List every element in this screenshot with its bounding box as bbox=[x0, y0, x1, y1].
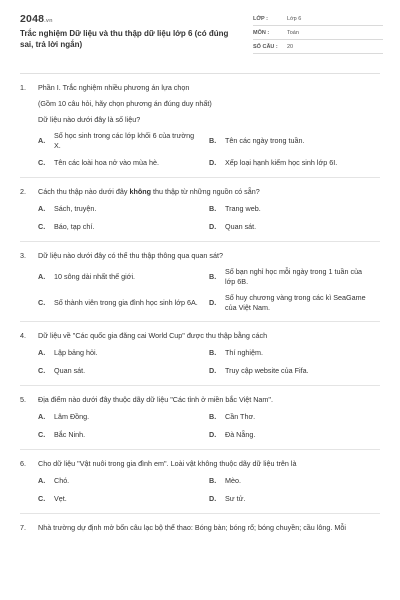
option-letter: D. bbox=[209, 298, 217, 307]
option-b[interactable] bbox=[209, 203, 380, 215]
question-number: 4. bbox=[20, 331, 26, 340]
document-title: Trắc nghiệm Dữ liệu và thu thập dữ liệu lớp 6 (có đúng sai, trả lời ngắn) bbox=[20, 29, 229, 49]
option-text: Số thành viên trong gia đình học sinh lớp 6A. bbox=[54, 298, 198, 307]
options bbox=[38, 475, 380, 505]
option-text: Cần Thơ. bbox=[225, 412, 256, 421]
option-letter: B. bbox=[209, 272, 217, 281]
option-d[interactable] bbox=[209, 493, 380, 505]
header-divider bbox=[20, 73, 380, 74]
option-letter: D. bbox=[209, 158, 217, 167]
question-number: 3. bbox=[20, 251, 26, 260]
option-text: Số huy chương vàng trong các kì SeaGame của Việt Nam. bbox=[225, 293, 366, 312]
option-letter: D. bbox=[209, 222, 217, 231]
option-letter: A. bbox=[38, 204, 46, 213]
option-a[interactable] bbox=[38, 203, 209, 215]
question-text bbox=[38, 187, 380, 197]
question-text: Dữ liệu nào dưới đây có thể thu thập thông qua quan sát? bbox=[38, 251, 223, 260]
option-letter: C. bbox=[38, 298, 46, 307]
question-number: 1. bbox=[20, 83, 26, 92]
option-a[interactable] bbox=[38, 347, 209, 359]
question-prompt: Dữ liệu nào dưới đây là số liệu? bbox=[38, 115, 141, 124]
question-text: Địa điểm nào dưới đây thuộc dãy dữ liệu "Các tỉnh ở miền bắc Việt Nam". bbox=[38, 395, 273, 404]
option-c[interactable] bbox=[38, 293, 209, 313]
option-text: Bắc Ninh. bbox=[54, 430, 86, 439]
options bbox=[38, 411, 380, 441]
meta-value: Lớp 6 bbox=[287, 16, 302, 22]
option-text: Số bạn nghỉ học mỗi ngày trong 1 tuần của lớp 6B. bbox=[225, 267, 363, 286]
option-text: Sách, truyện. bbox=[54, 204, 97, 213]
option-c[interactable] bbox=[38, 157, 209, 169]
option-text: Báo, tạp chí. bbox=[54, 222, 95, 231]
option-text: Truy cập website của Fifa. bbox=[225, 366, 309, 375]
option-letter: D. bbox=[209, 366, 217, 375]
option-letter: C. bbox=[38, 366, 46, 375]
question-7 bbox=[20, 523, 380, 541]
option-d[interactable] bbox=[209, 157, 380, 169]
question-number: 6. bbox=[20, 459, 26, 468]
option-text: Quan sát. bbox=[54, 366, 86, 375]
option-text: Tên các ngày trong tuần. bbox=[225, 136, 305, 145]
question-keyword: không bbox=[129, 187, 152, 196]
question-number: 7. bbox=[20, 523, 26, 532]
logo-suffix: .vn bbox=[44, 18, 53, 24]
option-letter: B. bbox=[209, 412, 217, 421]
option-text: Số học sinh trong các lớp khối 6 của trường X. bbox=[54, 131, 195, 150]
option-a[interactable] bbox=[38, 267, 209, 287]
meta-row-subject bbox=[253, 27, 383, 40]
option-letter: C. bbox=[38, 494, 46, 503]
option-c[interactable] bbox=[38, 429, 209, 441]
option-text: Tên các loài hoa nở vào mùa hè. bbox=[54, 158, 160, 167]
option-a[interactable] bbox=[38, 475, 209, 487]
question-text-after: thu thập từ những nguồn có sẵn? bbox=[151, 187, 260, 196]
option-letter: B. bbox=[209, 204, 217, 213]
option-d[interactable] bbox=[209, 429, 380, 441]
option-letter: A. bbox=[38, 136, 46, 145]
option-letter: C. bbox=[38, 158, 46, 167]
question-text-before: Cách thu thập nào dưới đây bbox=[38, 187, 130, 196]
site-logo[interactable] bbox=[20, 13, 53, 25]
option-letter: A. bbox=[38, 348, 46, 357]
option-text: Chó. bbox=[54, 476, 70, 485]
question-number: 2. bbox=[20, 187, 26, 196]
option-c[interactable] bbox=[38, 493, 209, 505]
logo-text: 2048 bbox=[20, 13, 45, 25]
option-a[interactable] bbox=[38, 411, 209, 423]
option-letter: C. bbox=[38, 430, 46, 439]
option-d[interactable] bbox=[209, 365, 380, 377]
option-text: Quan sát. bbox=[225, 222, 257, 231]
question-2 bbox=[20, 187, 380, 242]
option-b[interactable] bbox=[209, 411, 380, 423]
option-d[interactable] bbox=[209, 293, 380, 313]
meta-key: SỐ CÂU : bbox=[253, 44, 278, 50]
option-c[interactable] bbox=[38, 221, 209, 233]
option-text: Lập bảng hỏi. bbox=[54, 348, 98, 357]
options bbox=[38, 267, 380, 313]
question-text: Dữ liệu về "Các quốc gia đăng cai World Cup" được thu thập bằng cách bbox=[38, 331, 268, 340]
meta-value: Toán bbox=[287, 30, 299, 36]
option-text: Thí nghiệm. bbox=[225, 348, 263, 357]
option-letter: C. bbox=[38, 222, 46, 231]
question-4 bbox=[20, 331, 380, 386]
options bbox=[38, 347, 380, 377]
option-letter: B. bbox=[209, 476, 217, 485]
question-number: 5. bbox=[20, 395, 26, 404]
options bbox=[38, 131, 380, 169]
option-a[interactable] bbox=[38, 131, 209, 151]
question-5 bbox=[20, 395, 380, 450]
option-c[interactable] bbox=[38, 365, 209, 377]
option-letter: D. bbox=[209, 430, 217, 439]
question-1 bbox=[20, 83, 380, 178]
option-text: Sư tử. bbox=[225, 494, 246, 503]
option-d[interactable] bbox=[209, 221, 380, 233]
option-letter: A. bbox=[38, 272, 46, 281]
option-text: Vẹt. bbox=[54, 494, 67, 503]
options bbox=[38, 203, 380, 233]
question-text: Nhà trường dự định mở bốn câu lạc bộ thể thao: Bóng bàn; bóng rổ; bóng chuyền; cầu lông. Mỗi bbox=[38, 523, 346, 532]
question-text: Cho dữ liệu "Vật nuôi trong gia đình em". Loài vật không thuộc dãy dữ liệu trên là bbox=[38, 459, 297, 468]
meta-row-count bbox=[253, 41, 383, 54]
option-b[interactable] bbox=[209, 347, 380, 359]
question-note: (Gồm 10 câu hỏi, hãy chọn phương án đúng duy nhất) bbox=[38, 99, 212, 108]
option-b[interactable] bbox=[209, 267, 380, 287]
meta-key: MÔN : bbox=[253, 30, 270, 36]
option-text: Mèo. bbox=[225, 476, 241, 485]
option-text: Đà Nẵng. bbox=[225, 430, 256, 439]
option-letter: B. bbox=[209, 136, 217, 145]
question-6 bbox=[20, 459, 380, 514]
option-letter: A. bbox=[38, 476, 46, 485]
option-text: 10 sông dài nhất thế giới. bbox=[54, 272, 136, 281]
question-list bbox=[20, 83, 380, 550]
option-letter: D. bbox=[209, 494, 217, 503]
option-letter: B. bbox=[209, 348, 217, 357]
option-letter: A. bbox=[38, 412, 46, 421]
meta-value: 20 bbox=[287, 44, 294, 50]
document-header bbox=[0, 0, 400, 70]
option-text: Lâm Đồng. bbox=[54, 412, 90, 421]
meta-row-class bbox=[253, 13, 383, 26]
meta-key: LỚP : bbox=[253, 16, 268, 22]
document-meta bbox=[253, 13, 383, 55]
option-text: Xếp loại hạnh kiểm học sinh lớp 6I. bbox=[225, 158, 338, 167]
option-b[interactable] bbox=[209, 475, 380, 487]
question-3 bbox=[20, 251, 380, 322]
question-text: Phần I. Trắc nghiệm nhiều phương án lựa chọn bbox=[38, 83, 190, 92]
option-text: Trang web. bbox=[225, 204, 261, 213]
option-b[interactable] bbox=[209, 131, 380, 151]
